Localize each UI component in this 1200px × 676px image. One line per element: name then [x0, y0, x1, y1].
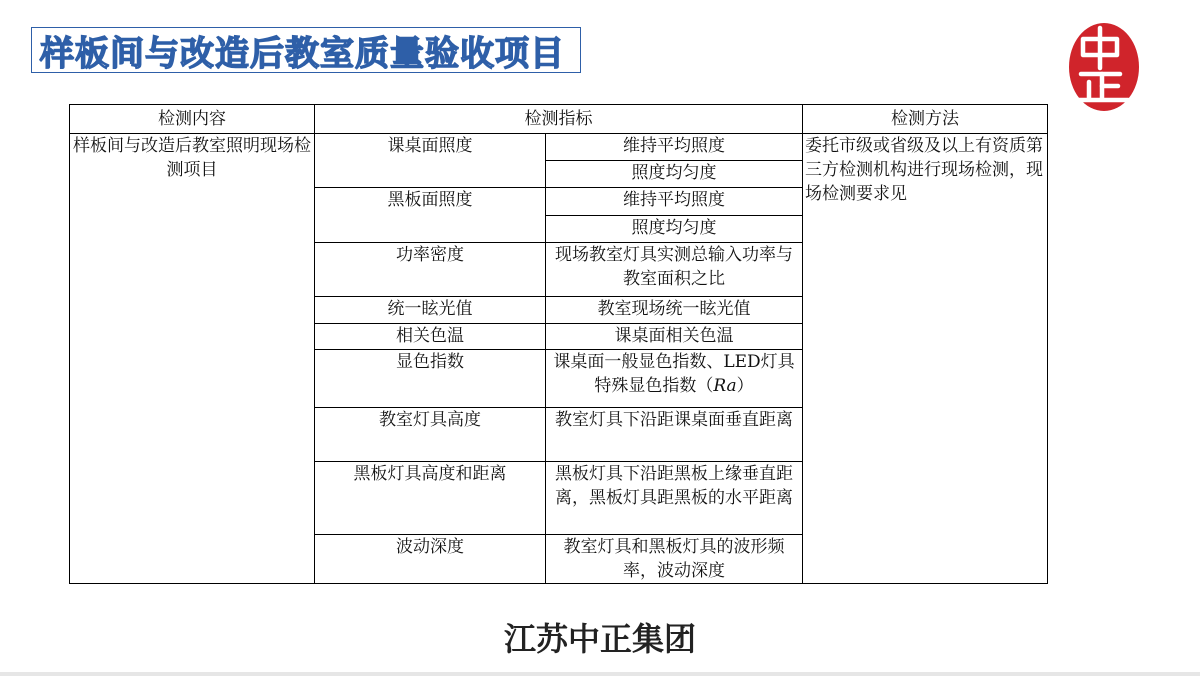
slide-title: 样板间与改造后教室质量验收项目 — [40, 33, 565, 74]
title-box — [31, 27, 581, 73]
item-cell: 相关色温 — [315, 324, 546, 350]
item-cell: 显色指数 — [315, 350, 546, 408]
item-cell: 黑板面照度 — [315, 188, 546, 243]
indicator-cell: 维持平均照度 — [546, 134, 803, 161]
indicator-suffix: ） — [736, 376, 754, 396]
item-cell: 统一眩光值 — [315, 297, 546, 324]
zhongzheng-seal-icon — [1068, 22, 1140, 112]
indicator-cell: 教室灯具和黑板灯具的波形频率，波动深度 — [546, 535, 803, 584]
item-cell: 课桌面照度 — [315, 134, 546, 188]
company-name: 江苏中正集团 — [503, 620, 696, 658]
method-cell: 委托市级或省级及以上有资质第三方检测机构进行现场检测，现场检测要求见 — [803, 134, 1048, 584]
indicator-cell: 课桌面相关色温 — [546, 324, 803, 350]
indicator-cell: 现场教室灯具实测总输入功率与教室面积之比 — [546, 243, 803, 297]
table-header-row — [70, 105, 1048, 134]
item-cell: 功率密度 — [315, 243, 546, 297]
content-cell: 样板间与改造后教室照明现场检测项目 — [70, 134, 315, 584]
header-method: 检测方法 — [803, 105, 1048, 134]
item-cell: 教室灯具高度 — [315, 408, 546, 462]
indicator-cell: 维持平均照度 — [546, 188, 803, 216]
table-row — [70, 134, 1048, 161]
header-content: 检测内容 — [70, 105, 315, 134]
indicator-cell: 教室现场统一眩光值 — [546, 297, 803, 324]
indicator-cell — [546, 350, 803, 408]
inspection-table — [69, 104, 1048, 584]
item-cell: 波动深度 — [315, 535, 546, 584]
indicator-italic: Ra — [713, 376, 737, 396]
indicator-text: 课桌面一般显色指数、LED灯具特殊显色指数（ — [553, 352, 795, 396]
indicator-cell: 黑板灯具下沿距黑板上缘垂直距离，黑板灯具距黑板的水平距离 — [546, 462, 803, 535]
item-cell: 黑板灯具高度和距离 — [315, 462, 546, 535]
indicator-cell: 教室灯具下沿距课桌面垂直距离 — [546, 408, 803, 462]
indicator-cell: 照度均匀度 — [546, 216, 803, 243]
bottom-divider — [0, 672, 1200, 676]
header-indicator: 检测指标 — [315, 105, 803, 134]
indicator-cell: 照度均匀度 — [546, 161, 803, 188]
